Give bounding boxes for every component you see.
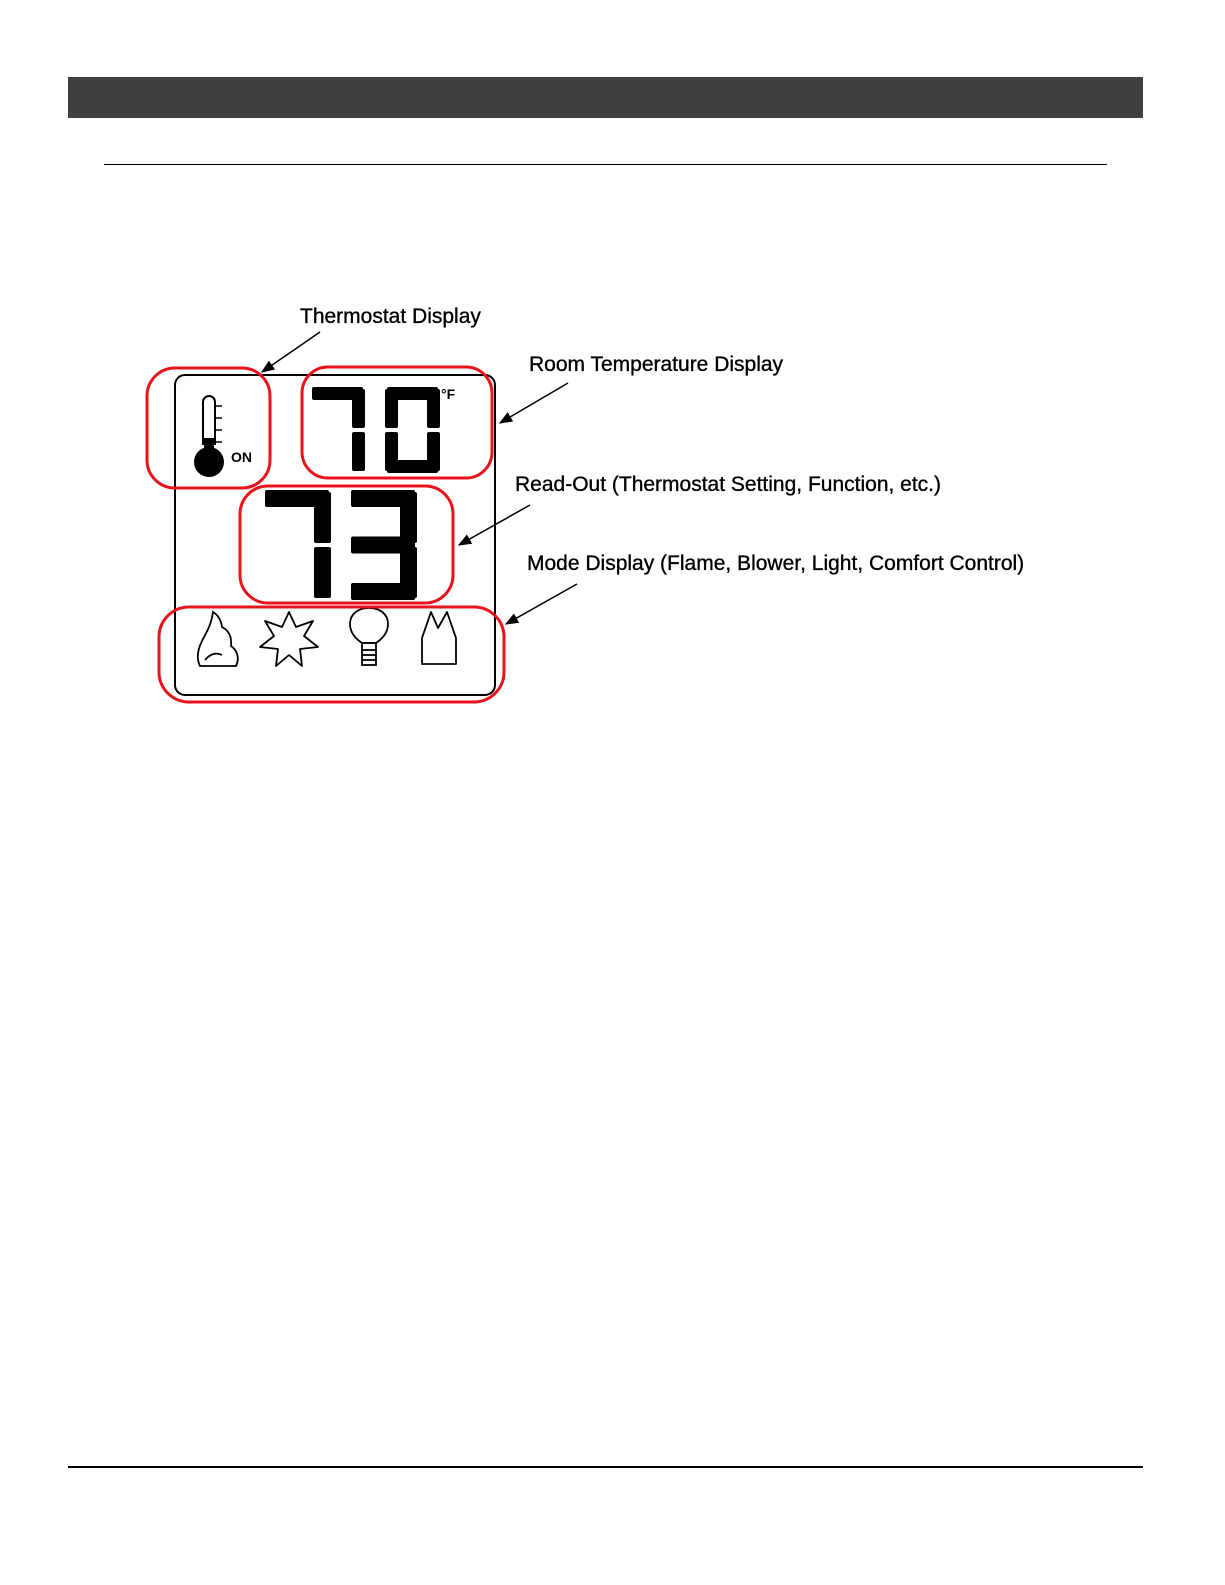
lcd-segment-f [385,389,398,428]
comfort-control-icon [422,612,456,664]
blower-icon [260,612,318,666]
thermometer-icon [194,396,224,477]
lcd-segment-c [352,432,365,471]
room-temperature-display-label: Room Temperature Display [529,353,784,376]
lcd-segment-b [427,389,440,428]
room-temperature-value [312,387,440,473]
lcd-segment-c [314,547,331,598]
readout-label: Read-Out (Thermostat Setting, Function, etc.) [515,473,942,496]
mode-display-label: Mode Display (Flame, Blower, Light, Comfort Control) [527,552,1025,575]
lcd-segment-b [400,492,417,543]
thermostat-on-label: ON [231,449,252,465]
thermostat-arrow [262,332,320,372]
remote-lcd-diagram [0,0,1225,760]
readout-value [265,490,417,600]
temperature-unit: °F [441,386,456,402]
mode-display-arrow [506,584,577,624]
flame-icon [198,612,238,666]
lcd-segment-b [314,492,331,543]
thermostat-display-label: Thermostat Display [300,305,481,328]
lcd-segment-d [351,583,415,600]
lcd-screen-outline [175,375,495,695]
light-bulb-icon [350,608,388,665]
room-temperature-arrow [500,383,568,423]
lcd-segment-e [385,432,398,471]
footer-divider [68,1466,1143,1468]
lcd-segment-g [351,537,415,554]
lcd-segment-b [352,389,365,428]
